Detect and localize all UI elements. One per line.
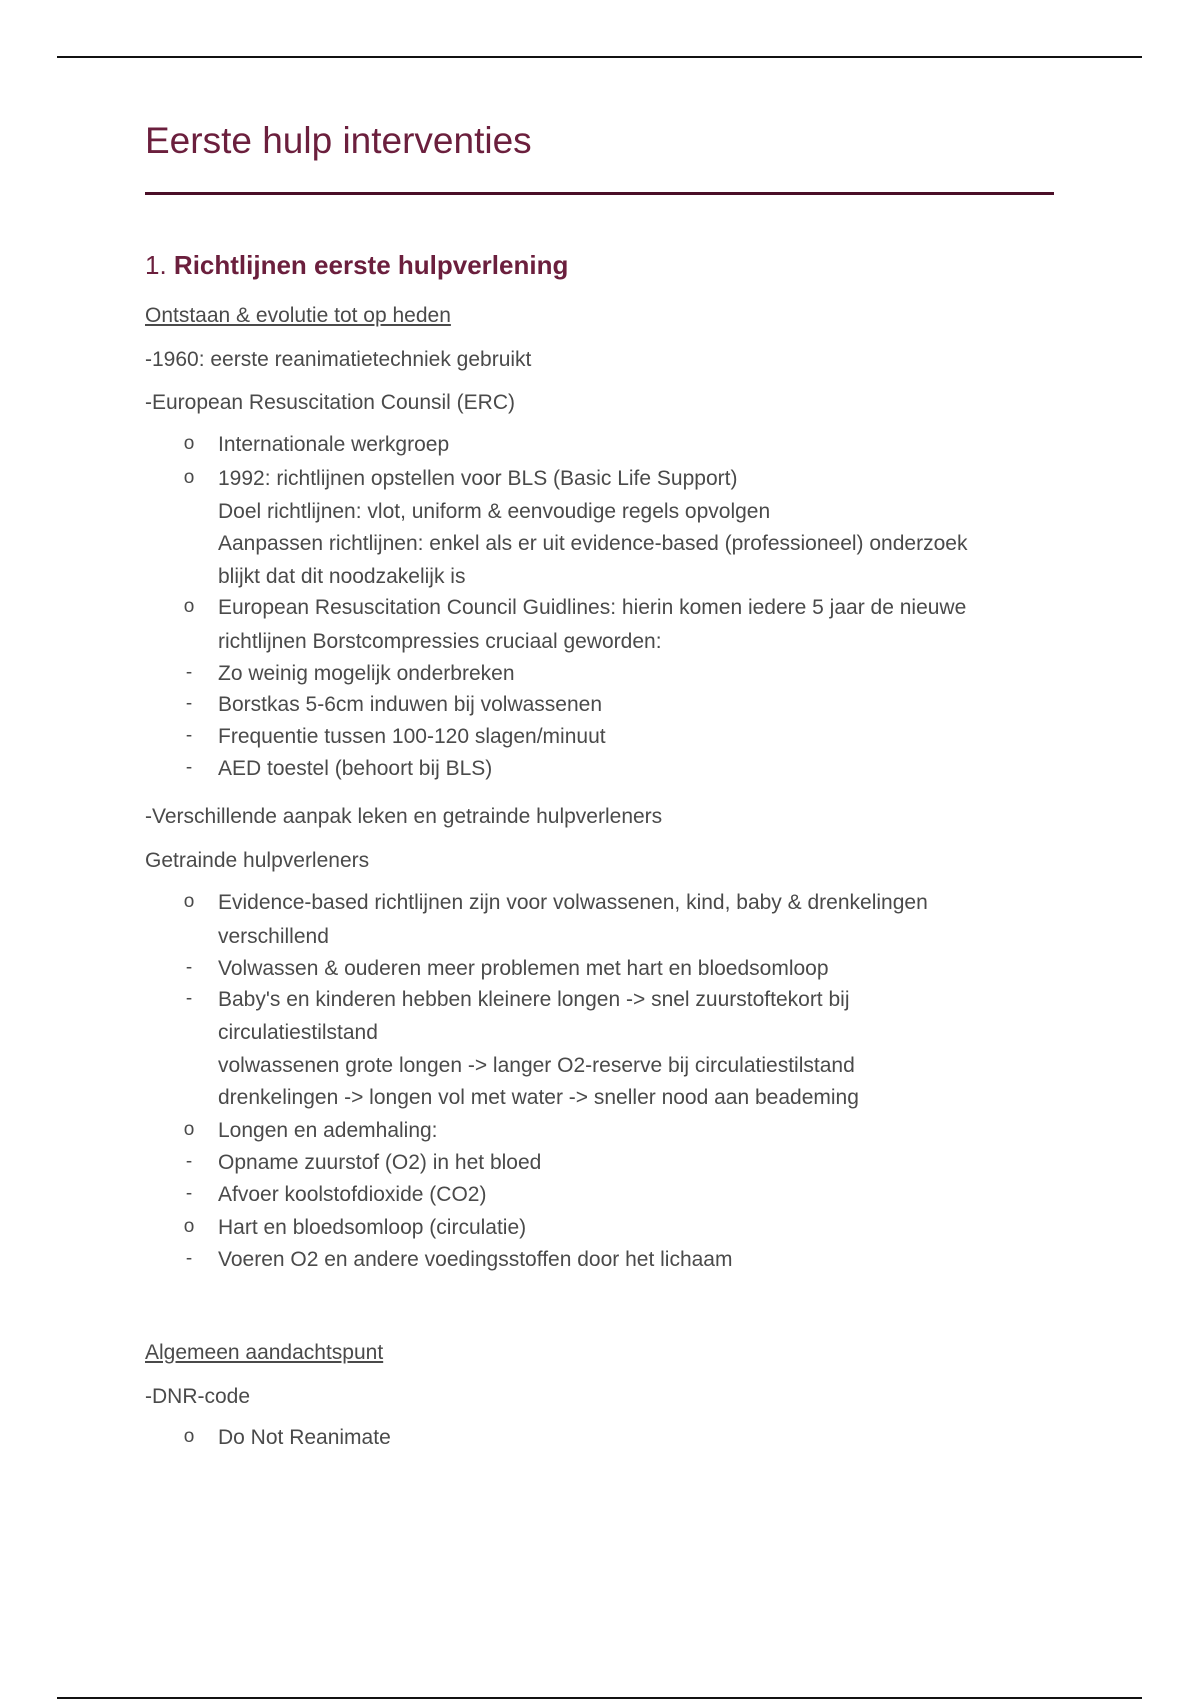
bullet-dash-icon: - <box>185 1151 193 1172</box>
bullet-circle-icon: o <box>183 467 195 488</box>
page-top-rule <box>57 56 1142 58</box>
page-bottom-rule <box>57 1697 1142 1699</box>
bullet-circle-icon: o <box>183 596 195 617</box>
section-heading <box>145 250 568 281</box>
title-underline <box>145 192 1054 195</box>
paragraph: -1960: eerste reanimatietechniek gebruikt <box>145 348 532 371</box>
bullet-dash-icon: - <box>185 957 193 978</box>
section-title: Richtlijnen eerste hulpverlening <box>173 250 569 280</box>
document-title: Eerste hulp interventies <box>145 120 532 161</box>
bullet-dash-icon: - <box>185 662 193 683</box>
bullet-dash-icon: - <box>185 693 193 714</box>
paragraph: Getrainde hulpverleners <box>145 849 370 872</box>
bullet-circle-icon: o <box>183 1426 195 1447</box>
bullet-dash-icon: - <box>185 757 193 778</box>
bullet-dash-icon: - <box>185 1183 193 1204</box>
bullet-circle-icon: o <box>183 1216 195 1237</box>
bullet-dash-icon: - <box>185 1248 193 1269</box>
section-number: 1. <box>145 250 167 280</box>
bullet-dash-icon: - <box>185 988 193 1009</box>
bullet-circle-icon: o <box>183 1119 195 1140</box>
paragraph: -DNR-code <box>145 1385 251 1408</box>
bullet-dash-icon: - <box>185 725 193 746</box>
bullet-circle-icon: o <box>183 433 195 454</box>
paragraph: -Verschillende aanpak leken en getrainde hulpverleners <box>145 805 663 828</box>
subheading-aandachtspunt: Algemeen aandachtspunt <box>145 1341 384 1364</box>
bullet-circle-icon: o <box>183 891 195 912</box>
subheading-ontstaan: Ontstaan & evolutie tot op heden <box>145 304 451 327</box>
paragraph: -European Resuscitation Counsil (ERC) <box>145 391 515 414</box>
